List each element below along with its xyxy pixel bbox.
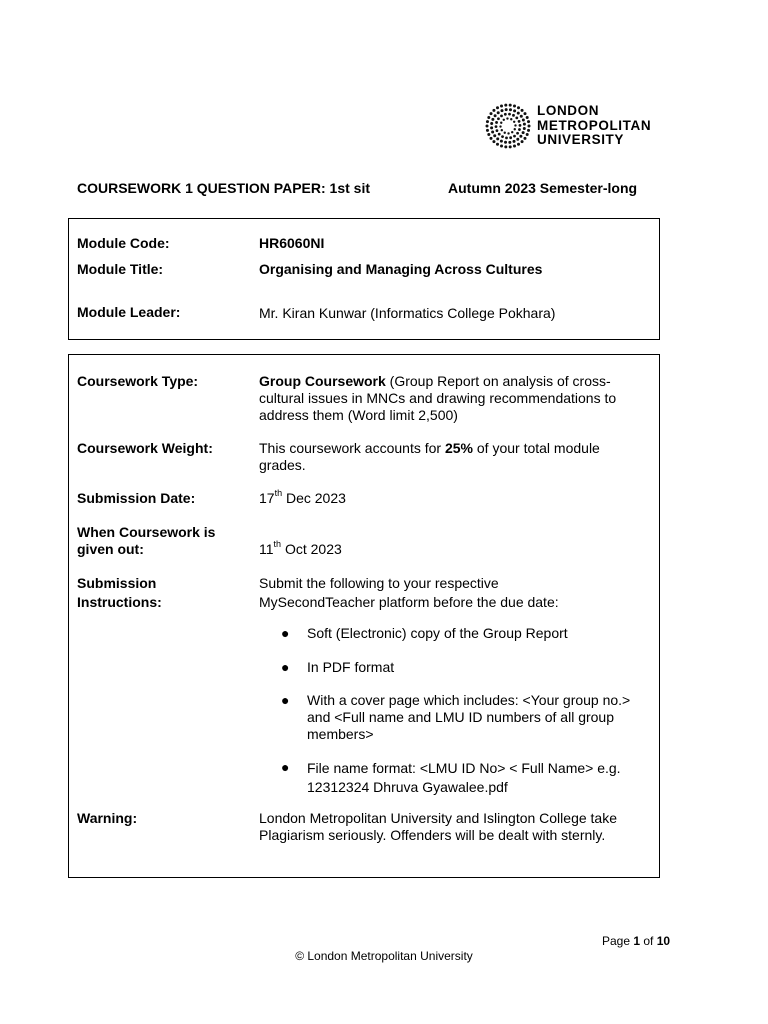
logo-dot [517, 143, 520, 146]
logo-dot [509, 136, 512, 139]
logo-dot [522, 131, 525, 134]
logo-dot [519, 124, 522, 127]
module-info-box [68, 218, 660, 340]
coursework-type-rest: (Group Report on analysis of cross-cultural issues in MNCs and drawing recommendations to address them (Word limit 2,500) [259, 373, 617, 423]
logo-dot [501, 135, 504, 138]
logo-dot [513, 144, 516, 147]
module-title-label: Module Title: [77, 261, 164, 277]
bullet-marker: ● [281, 659, 290, 675]
module-leader-label: Module Leader: [77, 304, 181, 320]
logo-dot [510, 118, 512, 120]
weight-bold: 25% [444, 440, 473, 456]
page-total: 10 [656, 934, 671, 948]
paper-heading [77, 180, 678, 196]
logo-dot [501, 129, 503, 131]
logo-dot [493, 134, 496, 137]
logo-dot [494, 114, 497, 117]
logo-dot [504, 132, 506, 134]
logo-dot [527, 120, 530, 123]
logo-dot [497, 117, 500, 120]
logo-dot [514, 128, 516, 130]
submission-day: 17 [259, 490, 275, 506]
logo-line-1: LONDON [537, 103, 600, 118]
logo-dot [508, 141, 511, 144]
bullet-marker: ● [281, 692, 290, 708]
logo-dot [521, 109, 524, 112]
coursework-weight-value [259, 440, 649, 474]
bullet-marker: ● [281, 759, 290, 775]
page-prefix: Page [602, 934, 634, 948]
logo-dot [490, 137, 493, 140]
page-of: of [640, 934, 657, 948]
logo-dot [513, 109, 516, 112]
module-leader-value: Mr. Kiran Kunwar (Informatics College Pokhara) [259, 305, 556, 321]
page-current: 1 [633, 934, 641, 948]
logo-dot [505, 108, 508, 111]
logo-dot [523, 127, 526, 130]
logo-dot [523, 112, 526, 115]
logo-dot [517, 112, 520, 115]
logo-dot [523, 137, 526, 140]
logo-dot [509, 145, 512, 148]
logo-dot [506, 117, 508, 119]
logo-dot [500, 140, 503, 143]
logo-dot [528, 125, 531, 128]
bullet-item-3: With a cover page which includes: <Your group no.> and <Full name and LMU ID numbers of all group members> [307, 692, 631, 742]
coursework-type-bold: Group Coursework [259, 373, 386, 389]
logo-dot [520, 115, 523, 118]
logo-dot [513, 105, 516, 108]
coursework-weight-label: Coursework Weight: [77, 440, 213, 456]
logo-dot [500, 122, 502, 124]
logo-dot [504, 113, 507, 116]
logo-dot [517, 106, 520, 109]
logo-dot [491, 131, 494, 134]
given-day: 11 [259, 541, 274, 557]
coursework-info-box [68, 354, 660, 878]
logo-dot [504, 145, 507, 148]
logo-dot [516, 132, 519, 135]
logo-line-3: UNIVERSITY [537, 132, 625, 147]
logo-dot [509, 108, 512, 111]
logo-dot [513, 121, 515, 123]
instructions-line-2: MySecondTeacher platform before the due date: [259, 594, 559, 610]
logo-dot [495, 121, 498, 124]
module-title-value: Organising and Managing Across Cultures [259, 261, 543, 277]
instructions-label-2: Instructions: [77, 594, 162, 610]
logo-dot [527, 129, 530, 132]
logo-dot [491, 118, 494, 121]
logo-dot [500, 109, 503, 112]
submission-date-value [259, 490, 649, 507]
copyright-footer: © London Metropolitan University [295, 949, 473, 963]
logo-dot [504, 141, 507, 144]
page-number [602, 934, 670, 948]
logo-dot [490, 126, 493, 129]
logo-text [537, 104, 651, 148]
logo-dot [511, 131, 513, 133]
logo-dot [512, 114, 515, 117]
logo-dot [522, 118, 525, 121]
logo-dot [492, 109, 495, 112]
logo-dot [496, 143, 499, 146]
bullet-item-1: Soft (Electronic) copy of the Group Report [307, 625, 568, 641]
coursework-type-value [259, 373, 651, 424]
warning-label: Warning: [77, 810, 138, 826]
submission-rest: Dec 2023 [282, 490, 346, 506]
heading-left: COURSEWORK 1 QUESTION PAPER: 1st sit [77, 180, 371, 196]
logo-dot [486, 125, 489, 128]
given-label-2: given out: [77, 541, 144, 557]
logo-dot [515, 116, 518, 119]
logo-dot [504, 104, 507, 107]
logo-dot [495, 125, 498, 128]
weight-pre: This coursework accounts for [259, 440, 445, 456]
logo-dot [513, 135, 516, 138]
logo-line-2: METROPOLITAN [537, 117, 652, 133]
logo-dot [492, 140, 495, 143]
logo-dot [521, 140, 524, 143]
logo-dot [496, 137, 499, 140]
submission-sup: th [274, 488, 283, 499]
heading-right: Autumn 2023 Semester-long [448, 180, 638, 196]
bullet-item-2: In PDF format [307, 659, 395, 675]
logo-dot [509, 104, 512, 107]
logo-dot [487, 116, 490, 119]
warning-text: London Metropolitan University and Islington College take Plagiarism seriously. Offenders will be dealt with sternly. [259, 810, 617, 843]
weight-post: of your total module grades. [259, 440, 600, 473]
logo-dot [497, 111, 500, 114]
logo-dot [496, 129, 499, 132]
given-label-1: When Coursework is [77, 524, 216, 540]
logo-dot [505, 137, 508, 140]
logo-dot [499, 125, 501, 127]
bullet-marker: ● [281, 625, 290, 641]
logo-dot [508, 113, 511, 116]
instructions-label [77, 574, 162, 612]
instructions-line-1: Submit the following to your respective [259, 575, 499, 591]
logo-dot [490, 112, 493, 115]
logo-dot [523, 123, 526, 126]
university-logo [484, 102, 684, 150]
logo-dot [526, 116, 529, 119]
logo-dot [513, 140, 516, 143]
dotted-circle-logo-icon [484, 102, 532, 150]
given-out-value [259, 541, 649, 558]
module-code-label: Module Code: [77, 235, 170, 251]
given-rest: Oct 2023 [281, 541, 342, 557]
given-sup: th [273, 539, 282, 550]
instructions-text [259, 574, 659, 612]
logo-dot [519, 135, 522, 138]
logo-dot [490, 122, 493, 125]
logo-dot [518, 120, 521, 123]
logo-dot [526, 133, 529, 136]
logo-dot [486, 120, 489, 123]
logo-dot [500, 115, 503, 118]
logo-dot [503, 119, 505, 121]
given-out-label [77, 524, 215, 558]
instructions-label-1: Submission [77, 575, 157, 591]
logo-dot [500, 144, 503, 147]
logo-dot [486, 129, 489, 132]
logo-dot [514, 124, 516, 126]
logo-dot [496, 106, 499, 109]
logo-dot [516, 138, 519, 141]
logo-dot [518, 128, 521, 131]
coursework-type-label: Coursework Type: [77, 373, 199, 389]
logo-dot [498, 133, 501, 136]
logo-dot [507, 132, 509, 134]
submission-date-label: Submission Date: [77, 490, 196, 506]
bullet-item-4: File name format: <LMU ID No> < Full Name> e.g. 12312324 Dhruva Gyawalee.pdf [307, 760, 621, 795]
logo-dot [500, 105, 503, 108]
logo-dot [487, 133, 490, 136]
module-code-value: HR6060NI [259, 235, 325, 251]
